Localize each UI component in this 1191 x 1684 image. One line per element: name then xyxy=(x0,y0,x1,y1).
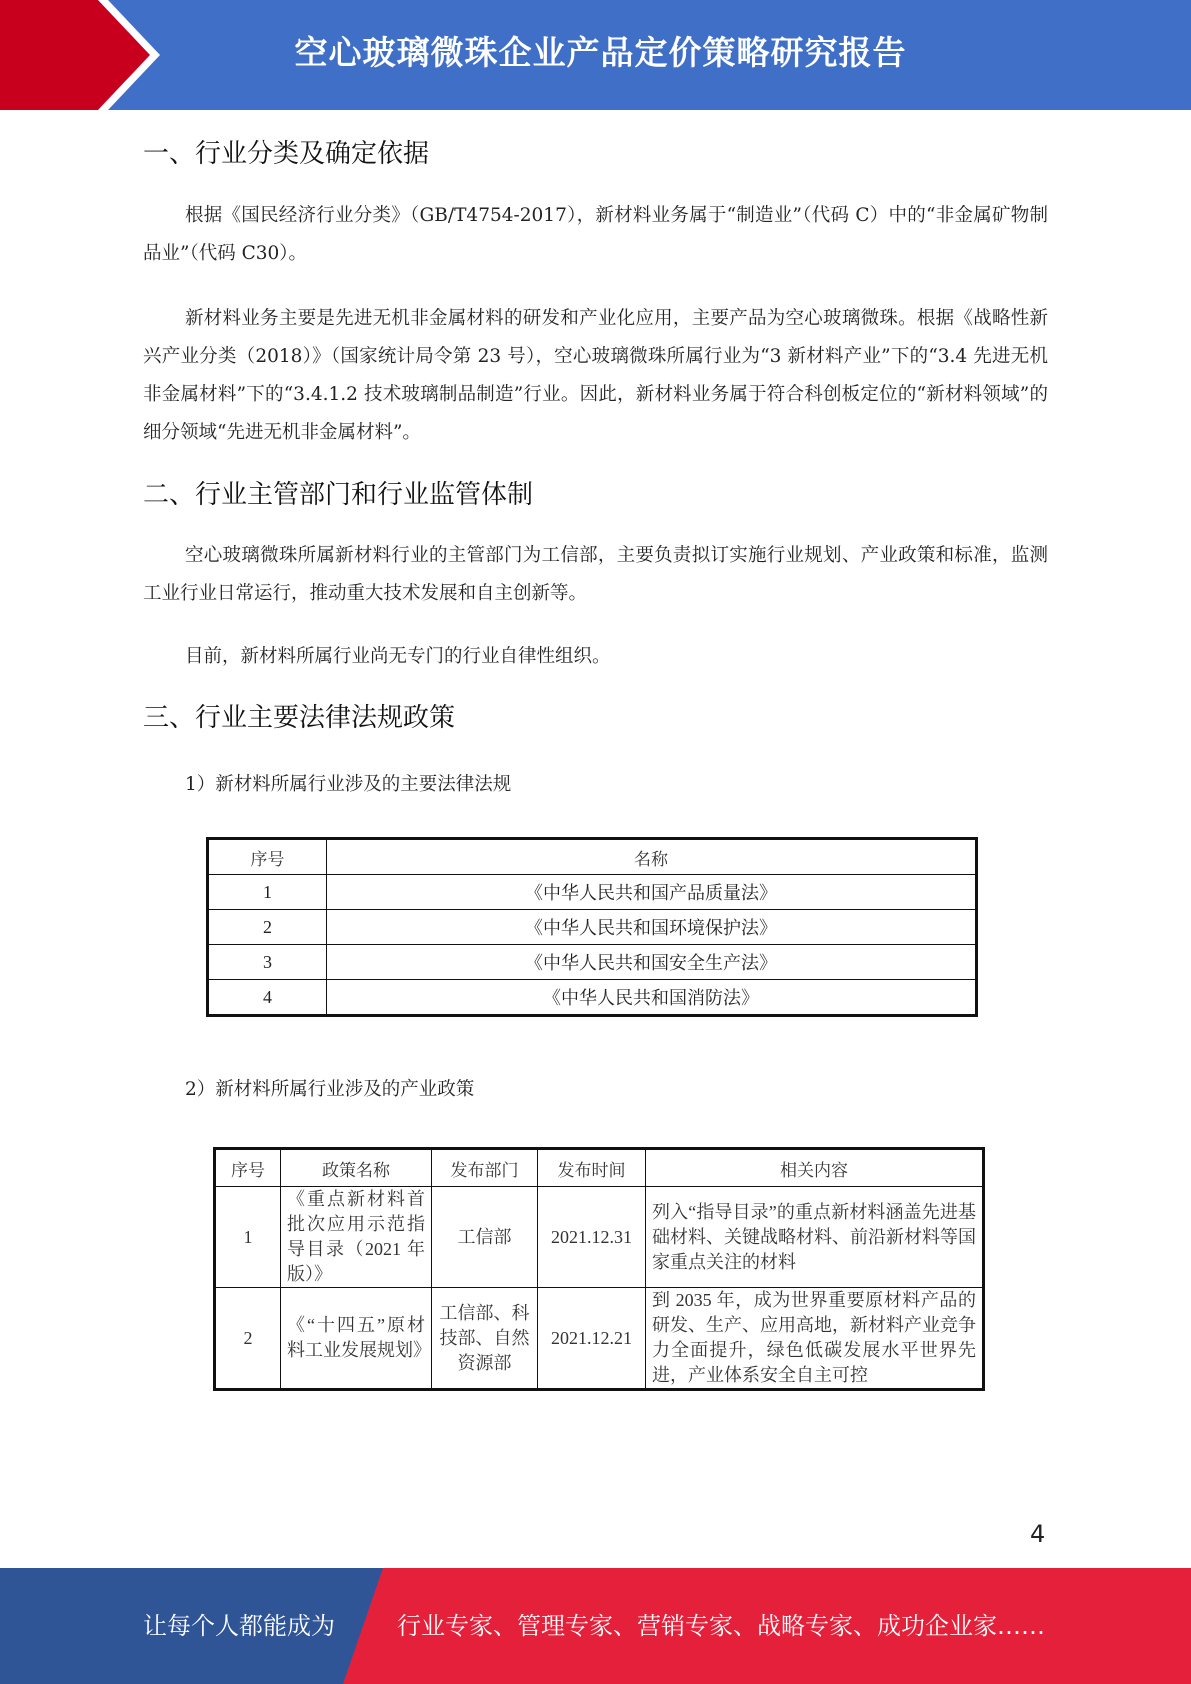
section-heading-laws: 三、行业主要法律法规政策 xyxy=(143,703,456,733)
column-header: 发布时间 xyxy=(538,1149,646,1187)
table-cell: 3 xyxy=(208,945,327,980)
table-cell: 2 xyxy=(208,910,327,945)
table-cell: 《中华人民共和国安全生产法》 xyxy=(327,945,977,980)
section-heading-regulation: 二、行业主管部门和行业监管体制 xyxy=(143,480,534,510)
column-header: 发布部门 xyxy=(432,1149,538,1187)
column-header: 序号 xyxy=(208,839,327,875)
page-footer xyxy=(0,1568,1191,1684)
section-heading-classification: 一、行业分类及确定依据 xyxy=(143,139,430,169)
table-cell: 4 xyxy=(208,980,327,1016)
column-header: 相关内容 xyxy=(646,1149,984,1187)
laws-table xyxy=(206,837,978,1017)
table-cell: 2021.12.21 xyxy=(538,1288,646,1390)
table-cell: 1 xyxy=(215,1187,281,1288)
paragraph: 根据《国民经济行业分类》（GB/T4754-2017），新材料业务属于“制造业”（代码 C）中的“非金属矿物制品业”（代码 C30）。 xyxy=(143,205,1048,264)
paragraph: 空心玻璃微珠所属新材料行业的主管部门为工信部，主要负责拟订实施行业规划、产业政策和标准，监测工业行业日常运行，推动重大技术发展和自主创新等。 xyxy=(143,545,1048,604)
table-cell: 工信部 xyxy=(432,1187,538,1288)
column-header: 名称 xyxy=(327,839,977,875)
table-cell: 《“十四五”原材料工业发展规划》 xyxy=(281,1288,432,1390)
paragraph: 新材料业务主要是先进无机非金属材料的研发和产业化应用，主要产品为空心玻璃微珠。根据《战略性新兴产业分类（2018）》（国家统计局令第 23 号），空心玻璃微珠所属行业为“3 新材料产业”下的“3.4 先进无机非金属材料”下的“3.4.1.2 技术玻璃制品制造”行业。因此，新材料业务属于符合科创板定位的“新材料领域”的细分领域“先进无机非金属材料”。 xyxy=(143,308,1048,443)
footer-slogan-right: 行业专家、管理专家、营销专家、战略专家、成功企业家…… xyxy=(397,1612,1045,1640)
table-row xyxy=(215,1187,984,1288)
table-cell: 1 xyxy=(208,875,327,910)
laws-subtitle: 1）新材料所属行业涉及的主要法律法规 xyxy=(185,774,512,795)
table-header-row xyxy=(208,839,977,875)
column-header: 政策名称 xyxy=(281,1149,432,1187)
table-row xyxy=(208,980,977,1016)
table-cell: 《中华人民共和国环境保护法》 xyxy=(327,910,977,945)
table-cell: 《中华人民共和国产品质量法》 xyxy=(327,875,977,910)
table-cell: 2021.12.31 xyxy=(538,1187,646,1288)
table-cell: 工信部、科技部、自然资源部 xyxy=(432,1288,538,1390)
footer-slogan-left: 让每个人都能成为 xyxy=(143,1612,335,1640)
table-cell: 《中华人民共和国消防法》 xyxy=(327,980,977,1016)
page-header xyxy=(0,0,1191,110)
table-cell: 《重点新材料首批次应用示范指导目录（2021 年版）》 xyxy=(281,1187,432,1288)
report-title: 空心玻璃微珠企业产品定价策略研究报告 xyxy=(294,33,907,72)
policies-table xyxy=(213,1147,985,1391)
table-row xyxy=(208,875,977,910)
table-row xyxy=(208,910,977,945)
table-cell: 列入“指导目录”的重点新材料涵盖先进基础材料、关键战略材料、前沿新材料等国家重点关注的材料 xyxy=(646,1187,984,1288)
table-cell: 到 2035 年，成为世界重要原材料产品的研发、生产、应用高地，新材料产业竞争力全面提升，绿色低碳发展水平世界先进，产业体系安全自主可控 xyxy=(646,1288,984,1390)
paragraph: 目前，新材料所属行业尚无专门的行业自律性组织。 xyxy=(185,646,611,667)
table-cell: 2 xyxy=(215,1288,281,1390)
table-row xyxy=(215,1288,984,1390)
table-header-row xyxy=(215,1149,984,1187)
column-header: 序号 xyxy=(215,1149,281,1187)
table-row xyxy=(208,945,977,980)
page-number: 4 xyxy=(1030,1520,1046,1548)
policies-subtitle: 2）新材料所属行业涉及的产业政策 xyxy=(185,1079,475,1100)
